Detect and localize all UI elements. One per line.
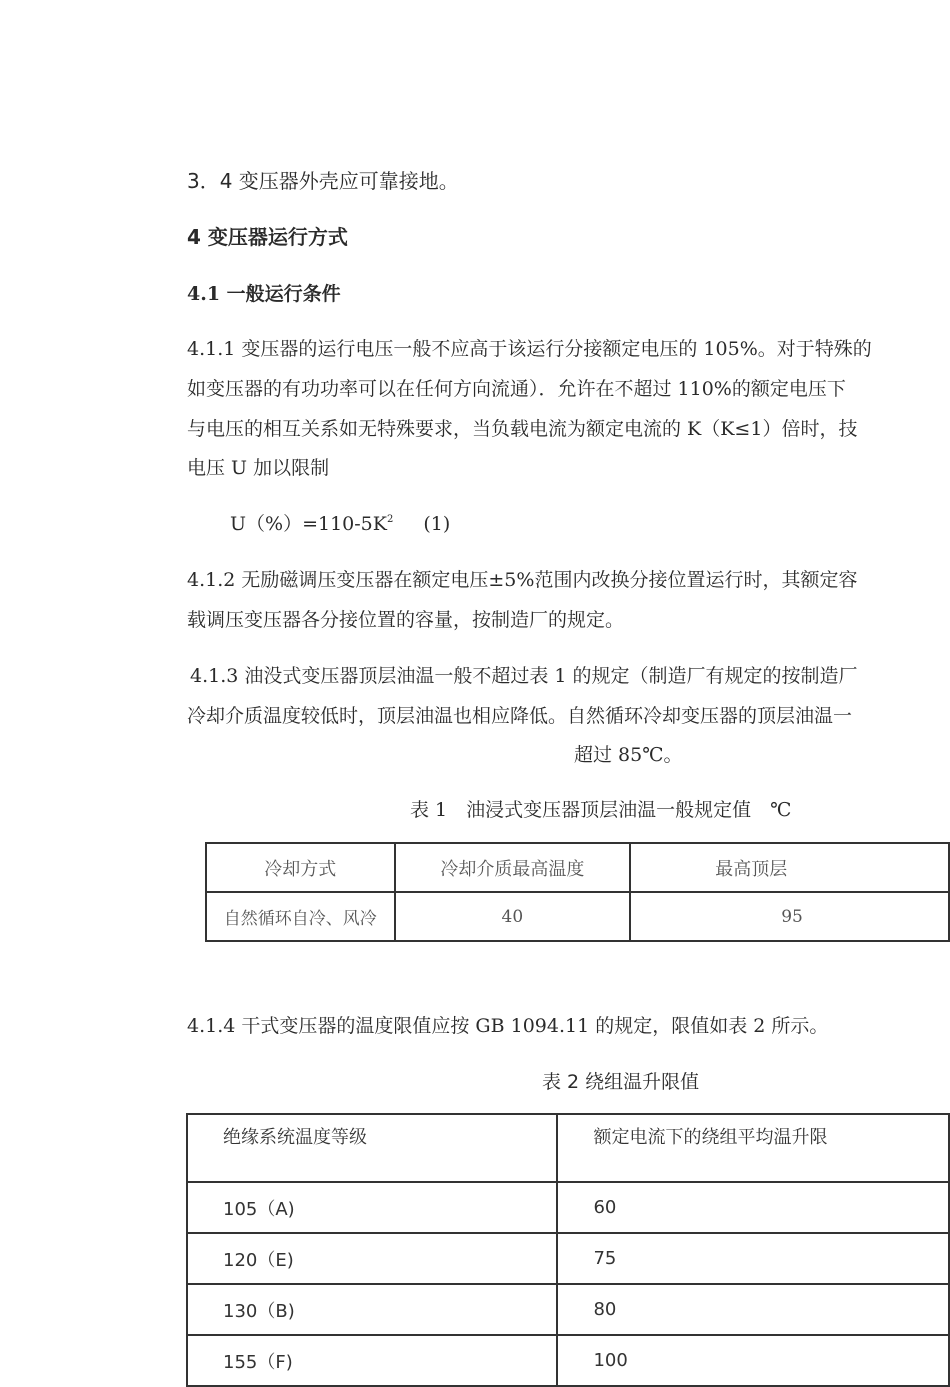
formula (230, 511, 450, 537)
table-1 (205, 842, 950, 942)
table-2-header-cell: 额定电流下的绕组平均温升限 (557, 1114, 949, 1182)
table-2-caption: 表 2 绕组温升限值 (542, 1071, 700, 1093)
table-2-cell: 130（B) (187, 1284, 557, 1335)
table-1-caption: 表 1 油浸式变压器顶层油温一般规定值 ℃ (410, 799, 792, 821)
para-4-1-1-line-3: 与电压的相互关系如无特殊要求，当负载电流为额定电流的 K（K≤1）倍时，技 (187, 418, 858, 440)
formula-number: (1) (423, 513, 451, 535)
para-4-1-1-line-4: 电压 U 加以限制 (187, 457, 330, 479)
table-row (206, 892, 949, 941)
table-2 (186, 1113, 950, 1387)
para-4-1-3-line-2: 冷却介质温度较低时，顶层油温也相应降低。自然循环冷却变压器的顶层油温一 (187, 705, 853, 727)
table-1-header-cell: 最高顶层 (630, 843, 949, 892)
para-4-1-1-line-1: 4.1.1 变压器的运行电压一般不应高于该运行分接额定电压的 105%。对于特殊的 (187, 338, 872, 360)
table-1-cell: 40 (395, 892, 631, 941)
table-2-cell: 100 (557, 1335, 949, 1386)
para-4-1-3-line-3: 超过 85℃。 (574, 744, 683, 766)
table-1-header-cell: 冷却方式 (206, 843, 395, 892)
para-4-1-1-line-2: 如变压器的有功功率可以在任何方向流通）．允许在不超过 110%的额定电压下 (187, 378, 846, 400)
table-1-cell: 95 (630, 892, 949, 941)
table-2-header-cell: 绝缘系统温度等级 (187, 1114, 557, 1182)
formula-expression: U（%）=110-5K (230, 513, 387, 535)
table-2-cell: 155（F) (187, 1335, 557, 1386)
table-2-header-row (187, 1114, 949, 1182)
para-4-1-2-line-1: 4.1.2 无励磁调压变压器在额定电压±5%范围内改换分接位置运行时，其额定容 (187, 569, 858, 591)
table-row (187, 1233, 949, 1284)
table-1-cell: 自然循环自冷、风冷 (206, 892, 395, 941)
table-row (187, 1335, 949, 1386)
table-1-header-cell: 冷却介质最高温度 (395, 843, 631, 892)
table-2-cell: 120（E) (187, 1233, 557, 1284)
section-4-title: 4 变压器运行方式 (187, 225, 348, 249)
para-4-1-4: 4.1.4 干式变压器的温度限值应按 GB 1094.11 的规定，限值如表 2 所示。 (187, 1015, 829, 1037)
table-2-cell: 60 (557, 1182, 949, 1233)
table-row (187, 1182, 949, 1233)
table-2-cell: 105（A) (187, 1182, 557, 1233)
formula-exponent: 2 (386, 514, 394, 525)
table-1-header-row (206, 843, 949, 892)
para-4-1-3-line-1: 4.1.3 油没式变压器顶层油温一般不超过表 1 的规定（制造厂有规定的按制造厂 (190, 665, 858, 687)
section-4-1-title: 4.1 一般运行条件 (187, 283, 341, 305)
table-2-cell: 75 (557, 1233, 949, 1284)
table-2-cell: 80 (557, 1284, 949, 1335)
para-4-1-2-line-2: 载调压变压器各分接位置的容量，按制造厂的规定。 (187, 609, 625, 631)
section-3-4-text: 3．4 变压器外壳应可靠接地。 (187, 169, 459, 193)
table-row (187, 1284, 949, 1335)
